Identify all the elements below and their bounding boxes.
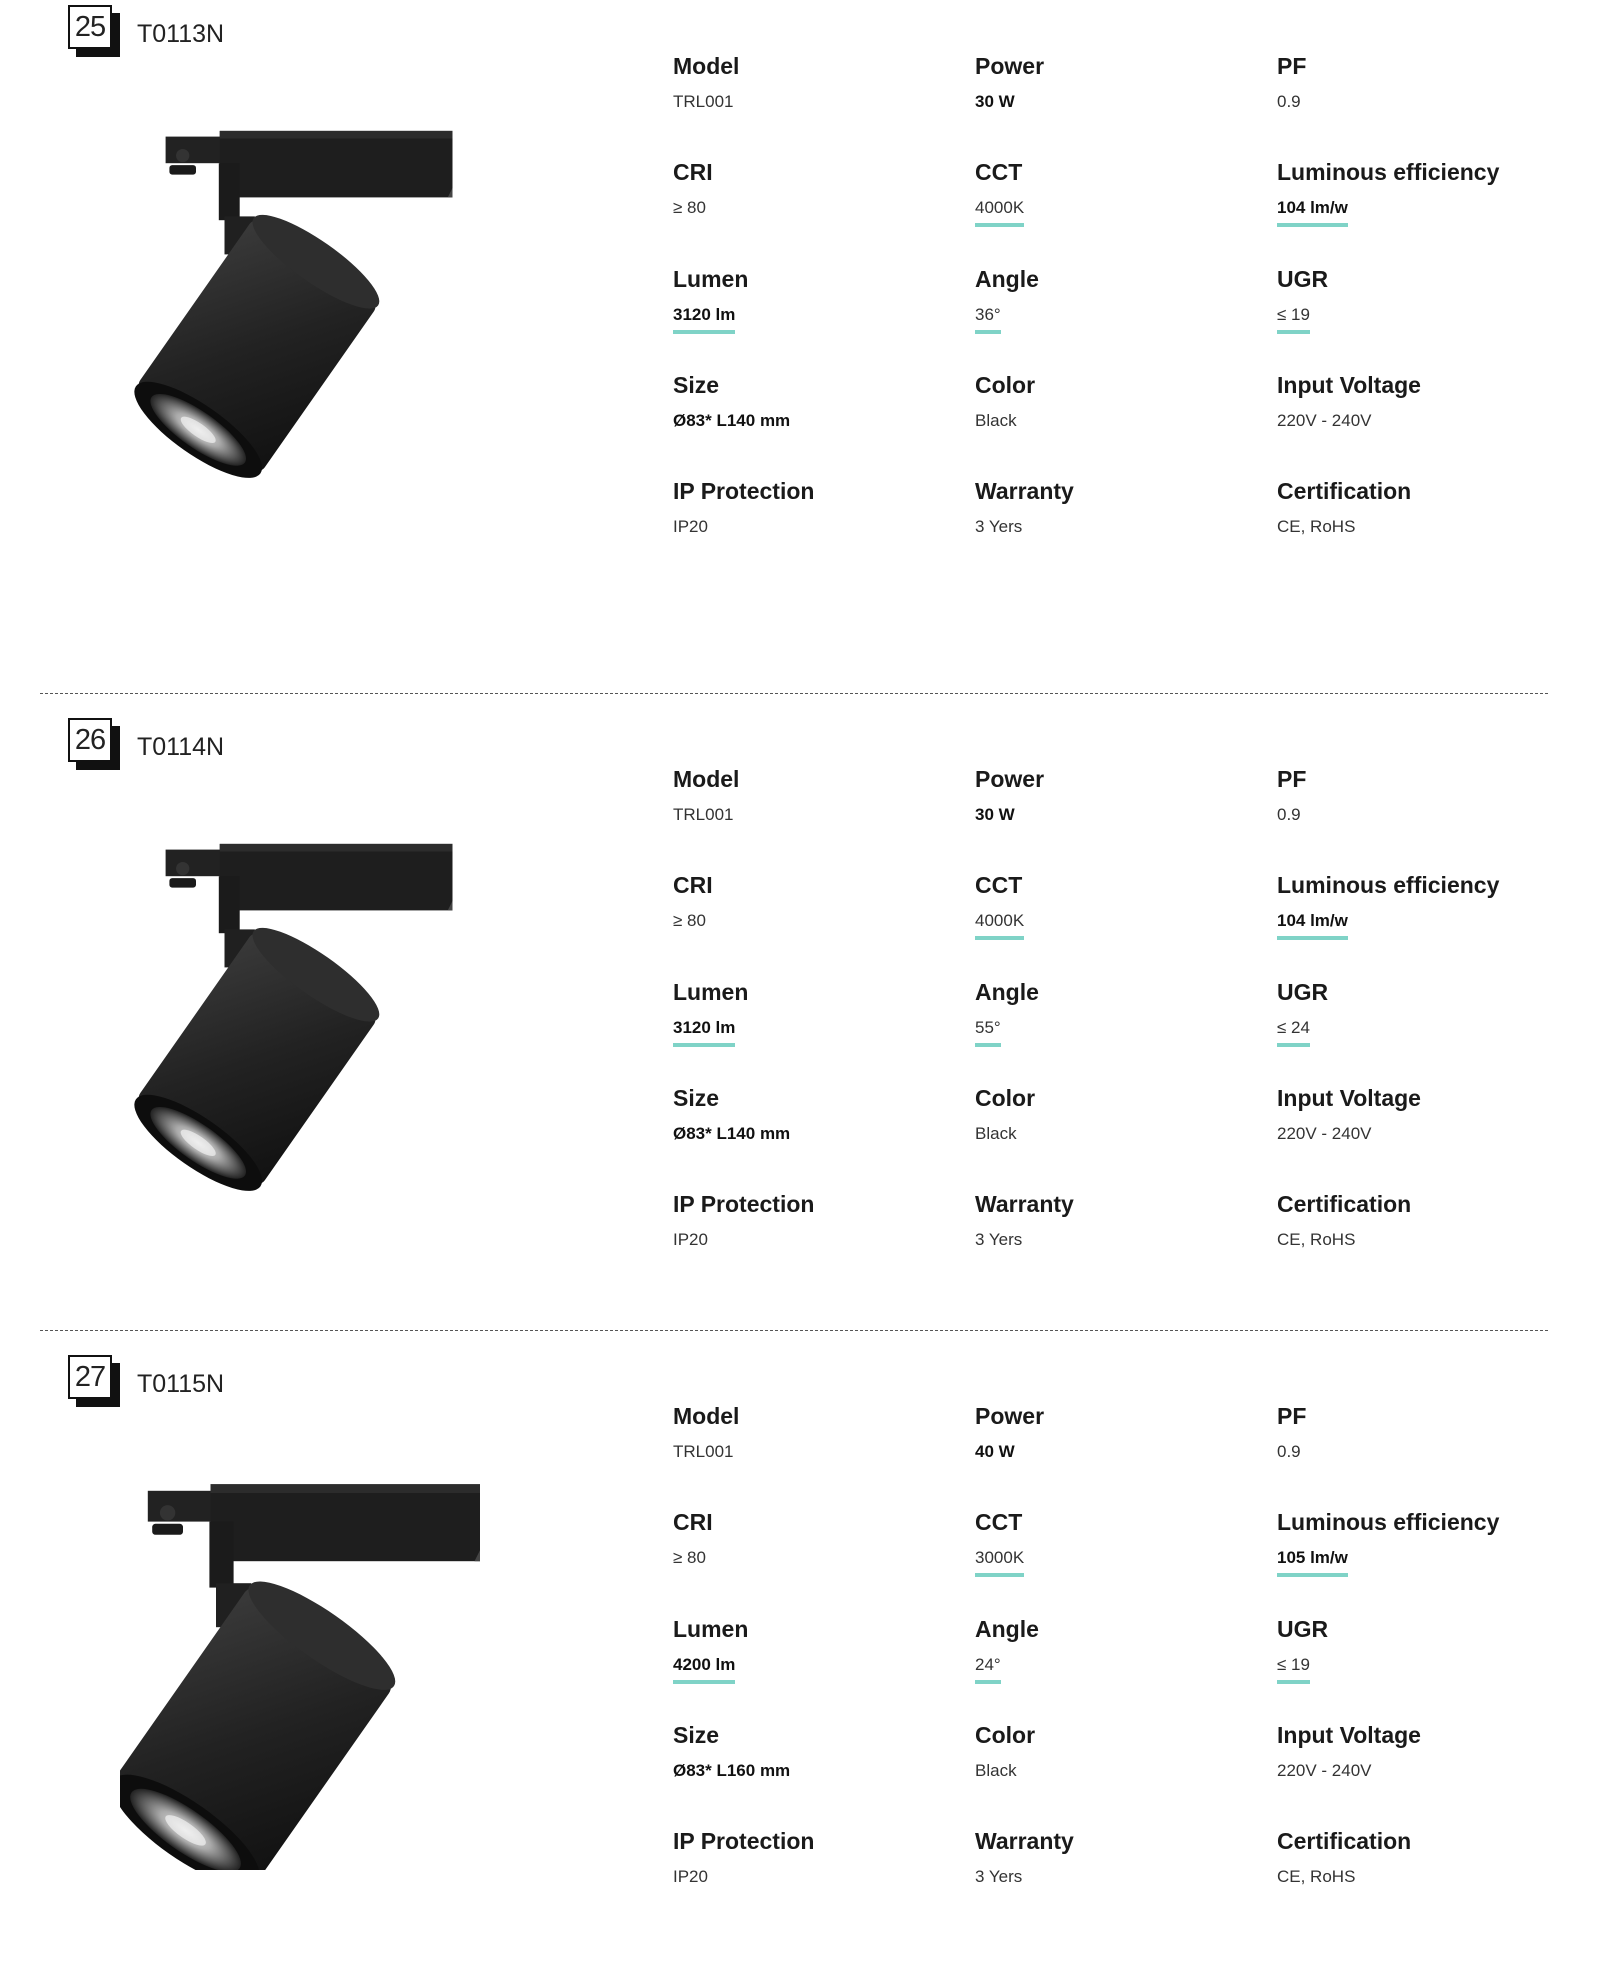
spec-value: 3 Yers (975, 1230, 1023, 1249)
spec-label: Color (975, 1722, 1036, 1748)
spec-label: Warranty (975, 1191, 1074, 1217)
spec-value: TRL001 (673, 805, 734, 824)
spotlight-image (120, 823, 520, 1203)
spec-value: 30 W (975, 805, 1015, 824)
spec-label: IP Protection (673, 478, 815, 504)
spec-value: 0.9 (1277, 92, 1301, 111)
spec-label: IP Protection (673, 1828, 815, 1854)
spec-label: Input Voltage (1277, 372, 1421, 398)
spec-value: Ø83* L140 mm (673, 1124, 791, 1143)
spec-input-voltage (1277, 1722, 1557, 1781)
spec-value: ≥ 80 (673, 198, 706, 217)
spec-label: Angle (975, 266, 1039, 292)
spec-certification (1277, 478, 1557, 537)
spec-pf (1277, 1403, 1557, 1462)
spec-value: IP20 (673, 517, 708, 536)
spec-value: ≤ 24 (1277, 1018, 1310, 1047)
spec-label: Color (975, 1085, 1036, 1111)
spec-label: Luminous efficiency (1277, 872, 1500, 898)
spec-angle (975, 979, 1255, 1047)
spec-label: Power (975, 1403, 1045, 1429)
spec-warranty (975, 1191, 1255, 1250)
spec-lumen (673, 979, 953, 1047)
spec-pf (1277, 53, 1557, 112)
spec-value: 3 Yers (975, 1867, 1023, 1886)
product-code: T0114N (137, 733, 225, 761)
spec-value: TRL001 (673, 1442, 734, 1461)
spec-certification (1277, 1828, 1557, 1887)
spec-cri (673, 872, 953, 931)
spec-label: Model (673, 1403, 740, 1429)
spec-model (673, 766, 953, 825)
spec-label: Input Voltage (1277, 1722, 1421, 1748)
spec-power (975, 1403, 1255, 1462)
spec-label: CRI (673, 1509, 713, 1535)
spec-model (673, 1403, 953, 1462)
section-divider (40, 1330, 1548, 1331)
spec-value: 0.9 (1277, 1442, 1301, 1461)
section-divider (40, 693, 1548, 694)
product-index-badge (68, 5, 120, 57)
spec-value: 3 Yers (975, 517, 1023, 536)
spec-lumen (673, 266, 953, 334)
spec-ip-protection (673, 1191, 953, 1250)
spec-label: Lumen (673, 979, 749, 1005)
spec-size (673, 1085, 953, 1144)
spec-label: Certification (1277, 1828, 1412, 1854)
product-index-badge (68, 1355, 120, 1407)
spec-label: UGR (1277, 266, 1329, 292)
spec-label: Input Voltage (1277, 1085, 1421, 1111)
spec-value: Black (975, 411, 1017, 430)
spec-color (975, 1722, 1255, 1781)
spec-value: Black (975, 1124, 1017, 1143)
spec-value: CE, RoHS (1277, 1230, 1356, 1249)
spec-label: Certification (1277, 1191, 1412, 1217)
spec-label: Color (975, 372, 1036, 398)
spec-label: Luminous efficiency (1277, 159, 1500, 185)
spec-warranty (975, 478, 1255, 537)
spec-ugr (1277, 266, 1557, 334)
spec-size (673, 1722, 953, 1781)
spec-size (673, 372, 953, 431)
spec-input-voltage (1277, 372, 1557, 431)
spec-value: Ø83* L140 mm (673, 411, 791, 430)
spec-luminous-efficiency (1277, 1509, 1557, 1577)
spec-label: UGR (1277, 1616, 1329, 1642)
spec-model (673, 53, 953, 112)
spec-label: CCT (975, 872, 1023, 898)
product-index: 26 (68, 718, 112, 762)
product-index-badge (68, 718, 120, 770)
spec-label: Warranty (975, 1828, 1074, 1854)
spec-label: Power (975, 53, 1045, 79)
spec-value: IP20 (673, 1867, 708, 1886)
spec-label: CRI (673, 159, 713, 185)
spec-lumen (673, 1616, 953, 1684)
spec-ip-protection (673, 478, 953, 537)
spec-label: Lumen (673, 266, 749, 292)
spec-label: Angle (975, 1616, 1039, 1642)
spec-label: IP Protection (673, 1191, 815, 1217)
spec-value: CE, RoHS (1277, 1867, 1356, 1886)
spec-luminous-efficiency (1277, 872, 1557, 940)
spec-label: Angle (975, 979, 1039, 1005)
spec-angle (975, 1616, 1255, 1684)
spec-color (975, 1085, 1255, 1144)
spec-value: 55° (975, 1018, 1001, 1047)
spec-label: Size (673, 1085, 720, 1111)
spec-certification (1277, 1191, 1557, 1250)
spec-value: 36° (975, 305, 1001, 334)
spec-value: 104 lm/w (1277, 198, 1348, 227)
spec-value: ≤ 19 (1277, 305, 1310, 334)
spec-label: Lumen (673, 1616, 749, 1642)
spec-value: 3120 lm (673, 305, 735, 334)
spec-label: CCT (975, 159, 1023, 185)
spec-ip-protection (673, 1828, 953, 1887)
spec-label: Power (975, 766, 1045, 792)
spec-label: Size (673, 1722, 720, 1748)
product-index: 27 (68, 1355, 112, 1399)
product-code: T0113N (137, 20, 225, 48)
spec-power (975, 766, 1255, 825)
spec-value: 30 W (975, 92, 1015, 111)
spec-label: Luminous efficiency (1277, 1509, 1500, 1535)
spec-power (975, 53, 1255, 112)
spec-ugr (1277, 979, 1557, 1047)
spec-cct (975, 159, 1255, 227)
spec-label: CCT (975, 1509, 1023, 1535)
spec-value: ≤ 19 (1277, 1655, 1310, 1684)
spec-value: 4000K (975, 911, 1024, 940)
spec-cri (673, 159, 953, 218)
spec-value: 104 lm/w (1277, 911, 1348, 940)
spec-cct (975, 872, 1255, 940)
spec-value: 105 lm/w (1277, 1548, 1348, 1577)
spec-label: PF (1277, 1403, 1307, 1429)
spec-label: Model (673, 53, 740, 79)
product-code: T0115N (137, 1370, 225, 1398)
product-index: 25 (68, 5, 112, 49)
spec-pf (1277, 766, 1557, 825)
spec-label: Warranty (975, 478, 1074, 504)
spec-label: Model (673, 766, 740, 792)
spec-value: IP20 (673, 1230, 708, 1249)
spec-label: PF (1277, 766, 1307, 792)
spec-ugr (1277, 1616, 1557, 1684)
spec-label: PF (1277, 53, 1307, 79)
spec-value: 0.9 (1277, 805, 1301, 824)
spec-warranty (975, 1828, 1255, 1887)
spec-value: TRL001 (673, 92, 734, 111)
spec-value: 3120 lm (673, 1018, 735, 1047)
spotlight-image (120, 1470, 520, 1870)
spec-label: Size (673, 372, 720, 398)
spec-input-voltage (1277, 1085, 1557, 1144)
spec-value: Black (975, 1761, 1017, 1780)
spec-color (975, 372, 1255, 431)
spec-label: UGR (1277, 979, 1329, 1005)
spec-value: 220V - 240V (1277, 1124, 1372, 1143)
spec-luminous-efficiency (1277, 159, 1557, 227)
spec-value: ≥ 80 (673, 1548, 706, 1567)
spec-cct (975, 1509, 1255, 1577)
spec-value: ≥ 80 (673, 911, 706, 930)
spec-label: Certification (1277, 478, 1412, 504)
spec-cri (673, 1509, 953, 1568)
spec-value: 4000K (975, 198, 1024, 227)
spec-label: CRI (673, 872, 713, 898)
spotlight-image (120, 110, 520, 490)
spec-value: 24° (975, 1655, 1001, 1684)
spec-value: 4200 lm (673, 1655, 735, 1684)
spec-value: Ø83* L160 mm (673, 1761, 791, 1780)
spec-value: CE, RoHS (1277, 517, 1356, 536)
spec-value: 3000K (975, 1548, 1024, 1577)
spec-value: 220V - 240V (1277, 411, 1372, 430)
spec-value: 40 W (975, 1442, 1015, 1461)
spec-angle (975, 266, 1255, 334)
spec-value: 220V - 240V (1277, 1761, 1372, 1780)
